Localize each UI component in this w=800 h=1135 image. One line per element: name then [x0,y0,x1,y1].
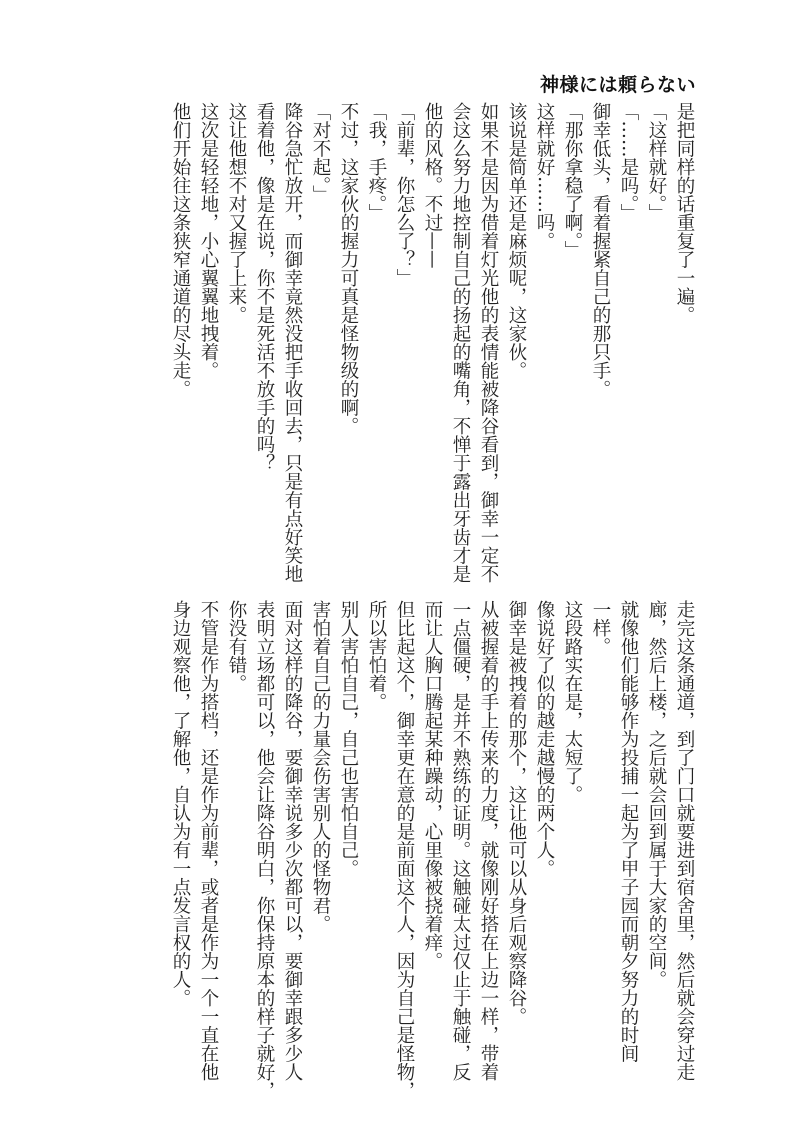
text-line: 这样就好……吗。 [534,102,555,250]
text-line: 一样。 [590,600,611,656]
text-line: 降谷急忙放开，而御幸竟然没把手收回去，只是有点好笑地 [282,102,303,583]
text-line: 「对不起。」 [310,102,331,204]
text-line: 他的风格。不过—— [422,102,443,269]
text-line: 身边观察他，了解他，自认为有一点发言权的人。 [170,600,191,1007]
text-line: 走完这条通道，到了门口就要进到宿舍里，然后就会穿过走 [674,600,695,1081]
text-block-top [166,102,698,583]
text-block-bottom [166,600,698,1100]
text-line: 「……是吗。」 [618,102,639,223]
text-line: 御幸是被拽着的那个，这让他可以从身后观察降谷。 [506,600,527,1026]
text-line: 这段路实在是，太短了。 [562,600,583,804]
text-line: 但比起这个，御幸更在意的是前面这个人，因为自己是怪物， [394,600,415,1100]
text-line: 表明立场都可以，他会让降谷明白，你保持原本的样子就好， [254,600,275,1100]
text-line: 这次是轻轻地，小心翼翼地拽着。 [198,102,219,380]
text-line: 他们开始往这条狭窄通道的尽头走。 [170,102,191,398]
text-line: 看着他，像是在说，你不是死活不放手的吗？ [254,102,275,472]
text-line: 不管是作为搭档，还是作为前辈，或者是作为一个一直在他 [198,600,219,1081]
text-line: 该说是简单还是麻烦呢，这家伙。 [506,102,527,380]
text-line: 是把同样的话重复了一遍。 [674,102,695,324]
text-line: 会这么努力地控制自己的扬起的嘴角，不惮于露出牙齿才是 [450,102,471,583]
text-line: 「我，手疼。」 [366,102,387,223]
text-line: 就像他们能够作为投捕一起为了甲子园而朝夕努力的时间 [618,600,639,1063]
text-line: 害怕着自己的力量会伤害别人的怪物君。 [310,600,331,933]
text-line: 如果不是因为借着灯光他的表情能被降谷看到，御幸一定不 [478,102,499,583]
text-line: 所以害怕着。 [366,600,387,711]
text-line: 这让他想不对又握了上来。 [226,102,247,324]
text-line: 「前辈，你怎么了？」 [394,102,415,287]
text-line: 别人害怕自己，自己也害怕自己。 [338,600,359,878]
text-line: 一点僵硬，是并不熟练的证明。这触碰太过仅止于触碰，反 [450,600,471,1081]
page-header-title: 神様には頼らない [539,74,696,96]
text-line: 「那你拿稳了啊。」 [562,102,583,260]
text-line: 「这样就好。」 [646,102,667,223]
text-line: 廊，然后上楼，之后就会回到属于大家的空间。 [646,600,667,989]
text-line: 面对这样的降谷，要御幸说多少次都可以，要御幸跟多少人 [282,600,303,1081]
text-line: 而让人胸口腾起某种躁动，心里像被挠着痒。 [422,600,443,970]
text-line: 你没有错。 [226,600,247,693]
text-line: 像说好了似的越走越慢的两个人。 [534,600,555,878]
text-line: 从被握着的手上传来的力度，就像刚好搭在上边一样，带着 [478,600,499,1081]
text-line: 御幸低头，看着握紧自己的那只手。 [590,102,611,398]
text-line: 不过，这家伙的握力可真是怪物级的啊。 [338,102,359,435]
